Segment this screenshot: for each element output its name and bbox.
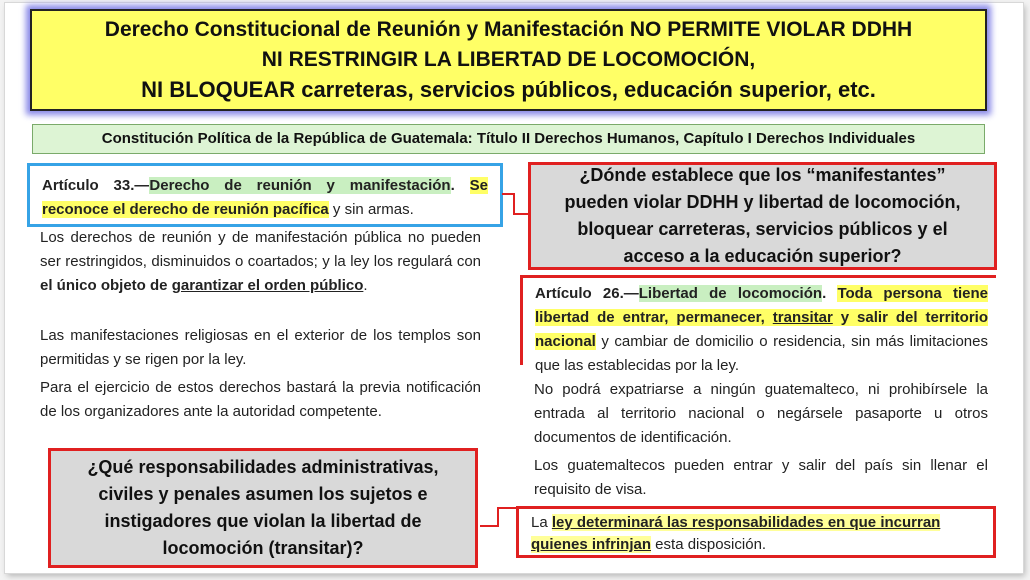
title-banner: [30, 9, 987, 111]
article-33-rest: y sin armas.: [328, 201, 414, 218]
final-text-start: La: [531, 514, 552, 531]
article-26-number: Artículo 26.—: [535, 285, 639, 302]
article-26-rest: y cambiar de domicilio o residencia, sin más limitaciones que las establecidas por la ley.: [535, 333, 988, 374]
connector-line-2: [478, 500, 520, 530]
banner-line-3: NI BLOQUEAR carreteras, servicios públicos, educación superior, etc.: [141, 77, 876, 102]
article-33-p1-end: .: [363, 277, 368, 294]
article-26-paragraph-2: No podrá expatriarse a ningún guatemalteco, ni prohibírsele la entrada al territorio nacional o negársele pasaporte u otros documentos de identificación.: [534, 381, 988, 446]
article-26-highlight-transitar: transitar: [772, 309, 833, 326]
connector-line-1: [500, 190, 530, 220]
article-33-p1-underlined: garantizar el orden público: [171, 277, 364, 294]
final-text-highlight: ley determinará las responsabilidades en que incurran quienes infrinjan: [531, 514, 941, 553]
article-33-dot: .: [450, 177, 455, 194]
article-26-dot: .: [822, 285, 838, 302]
article-33-title: Derecho de reunión y manifestación: [149, 177, 451, 194]
article-26-highlight-1: Toda persona tiene libertad de entrar, permanecer,: [535, 285, 989, 326]
article-33-highlight: Se reconoce el derecho de reunión pacífica: [42, 177, 488, 218]
article-33-paragraph-2: Las manifestaciones religiosas en el exterior de los templos son permitidas y se rigen por la ley.: [40, 327, 481, 368]
article-33-p1-bold: el único objeto de: [40, 277, 172, 294]
final-text-end: esta disposición.: [651, 536, 767, 553]
article-33-paragraph-1: [40, 226, 481, 298]
article-26-header: [520, 275, 996, 374]
question-box-2: ¿Qué responsabilidades administrativas, civiles y penales asumen los sujetos e instigadores que violan la libertad de locomoción (transitar)?: [48, 448, 478, 568]
question-box-1: ¿Dónde establece que los “manifestantes” pueden violar DDHH y libertad de locomoción, bloquear carreteras, servicios públicos y el acceso a la educación superior?: [528, 162, 997, 270]
article-26-final-box: [516, 506, 996, 558]
article-33-p1-text: Los derechos de reunión y de manifestación pública no pueden ser restringidos, disminuidos o coartados; y la ley los regulará con: [40, 229, 481, 270]
subtitle-bar: Constitución Política de la República de Guatemala: Título II Derechos Humanos, Capítulo I Derechos Individuales: [32, 124, 985, 154]
banner-line-2: NI RESTRINGIR LA LIBERTAD DE LOCOMOCIÓN,: [261, 48, 756, 71]
article-26-title: Libertad de locomoción: [638, 285, 823, 302]
article-33-paragraph-3: Para el ejercicio de estos derechos bastará la previa notificación de los organizadores ante la autoridad competente.: [40, 379, 481, 420]
article-26-paragraph-3: Los guatemaltecos pueden entrar y salir del país sin llenar el requisito de visa.: [534, 457, 988, 498]
banner-line-1: Derecho Constitucional de Reunión y Manifestación NO PERMITE VIOLAR DDHH: [104, 18, 913, 41]
article-33-number: Artículo 33.—: [42, 177, 150, 194]
article-26-highlight-2: y salir del territorio nacional: [535, 309, 988, 350]
article-33-header: [27, 163, 503, 227]
